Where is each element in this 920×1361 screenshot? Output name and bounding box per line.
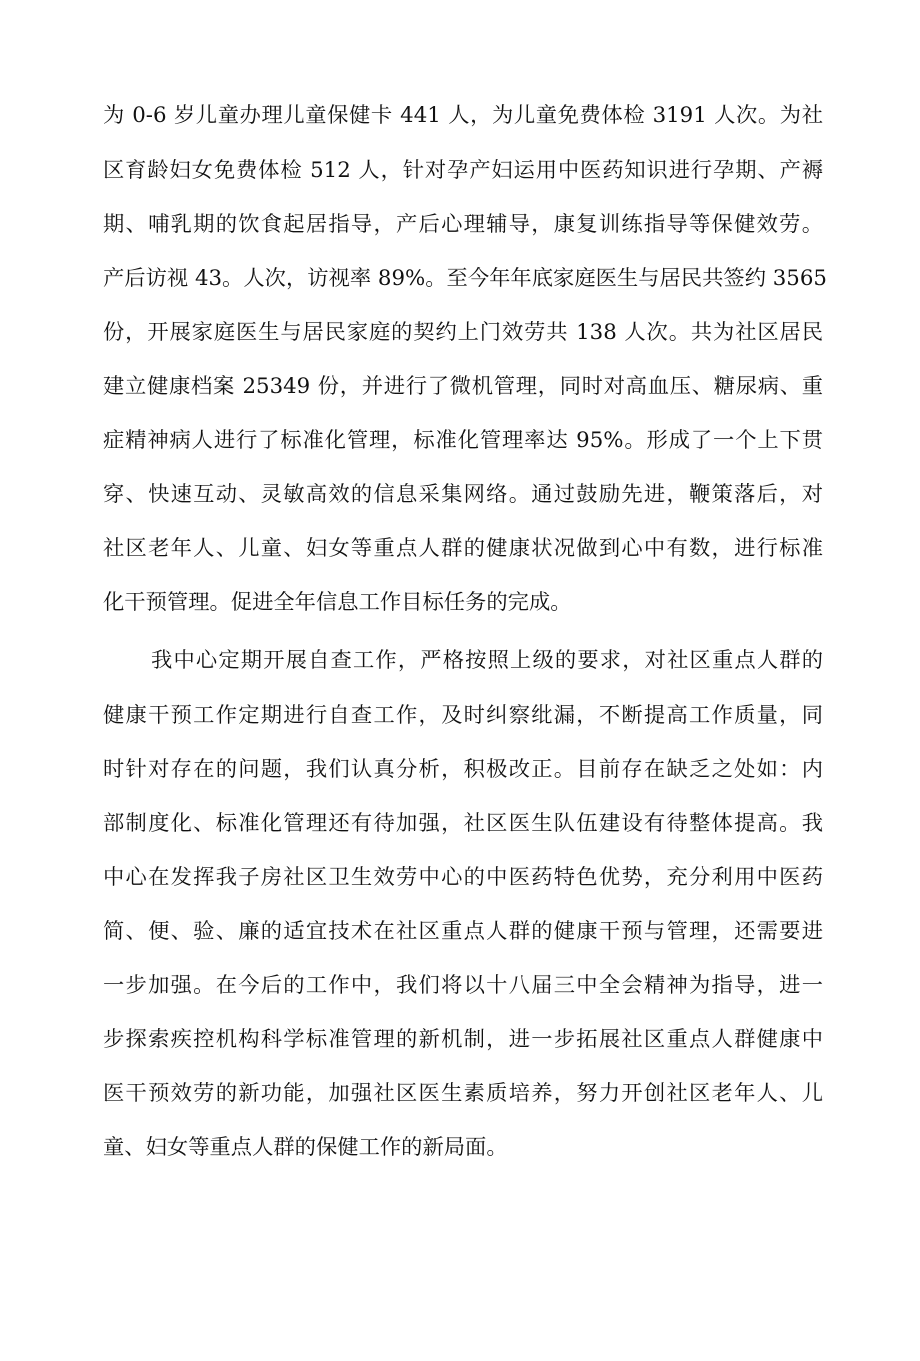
paragraph-1-line-3: 期、哺乳期的饮食起居指导，产后心理辅导，康复训练指导等保健效劳。 <box>103 212 823 237</box>
paragraph-2-line-8: 步探索疾控机构科学标准管理的新机制，进一步拓展社区重点人群健康中 <box>103 1027 823 1052</box>
paragraph-1-line-10: 化干预管理。促进全年信息工作目标任务的完成。 <box>103 590 572 615</box>
paragraph-1-line-9: 社区老年人、儿童、妇女等重点人群的健康状况做到心中有数，进行标准 <box>103 536 823 561</box>
paragraph-2-line-2: 健康干预工作定期进行自查工作，及时纠察纰漏，不断提高工作质量，同 <box>103 703 823 728</box>
paragraph-2-line-5: 中心在发挥我子房社区卫生效劳中心的中医药特色优势，充分利用中医药 <box>103 865 823 890</box>
paragraph-2-line-10: 童、妇女等重点人群的保健工作的新局面。 <box>103 1135 508 1160</box>
paragraph-2-line-4: 部制度化、标准化管理还有待加强，社区医生队伍建设有待整体提高。我 <box>103 811 823 836</box>
paragraph-1-line-6: 建立健康档案 25349 份，并进行了微机管理，同时对高血压、糖尿病、重 <box>103 374 823 399</box>
paragraph-1-line-2: 区育龄妇女免费体检 512 人，针对孕产妇运用中医药知识进行孕期、产褥 <box>103 158 823 183</box>
paragraph-2-line-6: 简、便、验、廉的适宜技术在社区重点人群的健康干预与管理，还需要进 <box>103 919 823 944</box>
paragraph-2-line-7: 一步加强。在今后的工作中，我们将以十八届三中全会精神为指导，进一 <box>103 973 823 998</box>
paragraph-1-line-1: 为 0-6 岁儿童办理儿童保健卡 441 人，为儿童免费体检 3191 人次。为社 <box>103 103 823 128</box>
paragraph-2-line-1: 我中心定期开展自查工作，严格按照上级的要求，对社区重点人群的 <box>151 648 823 673</box>
paragraph-1-line-7: 症精神病人进行了标准化管理，标准化管理率达 95%。形成了一个上下贯 <box>103 428 823 453</box>
paragraph-1-line-4: 产后访视 43。人次，访视率 89%。至今年年底家庭医生与居民共签约 3565 <box>103 266 827 291</box>
paragraph-2-line-3: 时针对存在的问题，我们认真分析，积极改正。目前存在缺乏之处如：内 <box>103 757 823 782</box>
paragraph-1-line-5: 份，开展家庭医生与居民家庭的契约上门效劳共 138 人次。共为社区居民 <box>103 320 823 345</box>
paragraph-1-line-8: 穿、快速互动、灵敏高效的信息采集网络。通过鼓励先进，鞭策落后，对 <box>103 482 823 507</box>
paragraph-2-line-9: 医干预效劳的新功能，加强社区医生素质培养，努力开创社区老年人、儿 <box>103 1081 823 1106</box>
